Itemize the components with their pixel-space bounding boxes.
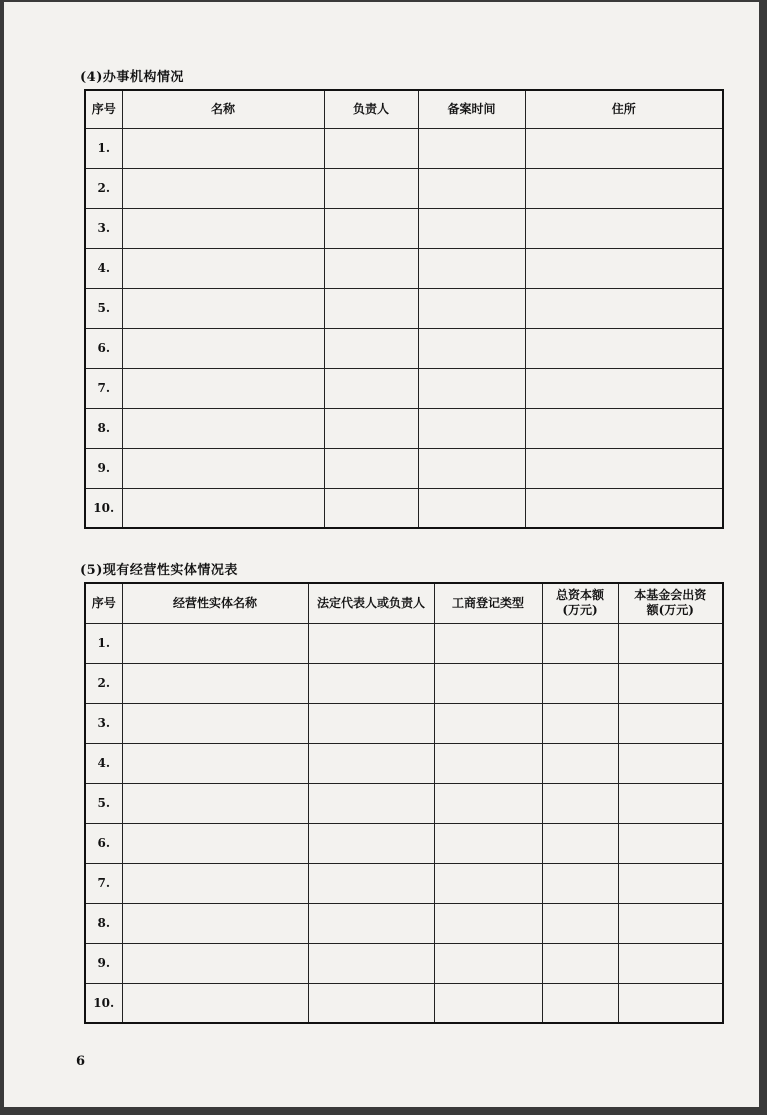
table-cell[interactable] xyxy=(324,328,418,368)
table-row xyxy=(85,328,723,368)
table-cell[interactable] xyxy=(618,743,723,783)
table-cell[interactable] xyxy=(324,168,418,208)
table-row xyxy=(85,488,723,528)
table-cell[interactable] xyxy=(434,983,542,1023)
table-cell[interactable] xyxy=(122,448,324,488)
section-5-title: (5)现有经营性实体情况表 xyxy=(80,563,238,578)
section-4-title: (4)办事机构情况 xyxy=(80,70,184,85)
table-row xyxy=(85,823,723,863)
table-cell[interactable] xyxy=(618,983,723,1023)
row-number: 8. xyxy=(85,408,122,448)
header-serial: 序号 xyxy=(85,583,122,623)
table-cell[interactable] xyxy=(434,703,542,743)
table-cell[interactable] xyxy=(324,488,418,528)
table-cell[interactable] xyxy=(308,663,434,703)
table-cell[interactable] xyxy=(122,983,308,1023)
table-cell[interactable] xyxy=(542,903,618,943)
table-cell[interactable] xyxy=(308,903,434,943)
table-cell[interactable] xyxy=(418,168,525,208)
table-row xyxy=(85,623,723,663)
table-cell[interactable] xyxy=(542,663,618,703)
table-cell[interactable] xyxy=(525,248,723,288)
table-cell[interactable] xyxy=(418,128,525,168)
row-number: 7. xyxy=(85,368,122,408)
table-cell[interactable] xyxy=(122,168,324,208)
table-cell[interactable] xyxy=(525,128,723,168)
header-person-in-charge: 负责人 xyxy=(324,90,418,128)
table-row xyxy=(85,743,723,783)
table-cell[interactable] xyxy=(525,328,723,368)
table-row xyxy=(85,288,723,328)
table-cell[interactable] xyxy=(324,408,418,448)
row-number: 6. xyxy=(85,328,122,368)
table-cell[interactable] xyxy=(308,743,434,783)
table-cell[interactable] xyxy=(122,368,324,408)
header-filing-date: 备案时间 xyxy=(418,90,525,128)
row-number: 5. xyxy=(85,288,122,328)
row-number: 3. xyxy=(85,208,122,248)
table-cell[interactable] xyxy=(122,208,324,248)
header-serial: 序号 xyxy=(85,90,122,128)
table-cell[interactable] xyxy=(418,208,525,248)
table-cell[interactable] xyxy=(122,743,308,783)
table-cell[interactable] xyxy=(418,488,525,528)
table-cell[interactable] xyxy=(324,128,418,168)
table-row xyxy=(85,903,723,943)
header-total-capital: 总资本额 (万元) xyxy=(542,583,618,623)
table-header-row xyxy=(85,90,723,128)
table-cell[interactable] xyxy=(122,783,308,823)
row-number: 4. xyxy=(85,743,122,783)
table-cell[interactable] xyxy=(122,288,324,328)
table-cell[interactable] xyxy=(122,128,324,168)
header-entity-name: 经营性实体名称 xyxy=(122,583,308,623)
header-name: 名称 xyxy=(122,90,324,128)
table-cell[interactable] xyxy=(434,783,542,823)
table-cell[interactable] xyxy=(618,623,723,663)
row-number: 2. xyxy=(85,663,122,703)
table-cell[interactable] xyxy=(618,863,723,903)
business-entity-table xyxy=(84,582,724,1024)
row-number: 7. xyxy=(85,863,122,903)
table-cell[interactable] xyxy=(542,703,618,743)
table-cell[interactable] xyxy=(122,248,324,288)
table-cell[interactable] xyxy=(324,288,418,328)
header-registration-type: 工商登记类型 xyxy=(434,583,542,623)
table-cell[interactable] xyxy=(434,663,542,703)
table-row xyxy=(85,983,723,1023)
header-address: 住所 xyxy=(525,90,723,128)
table-cell[interactable] xyxy=(418,448,525,488)
table-cell[interactable] xyxy=(122,823,308,863)
table-cell[interactable] xyxy=(542,943,618,983)
table-row xyxy=(85,783,723,823)
header-foundation-contribution: 本基金会出资 额(万元) xyxy=(618,583,723,623)
header-legal-representative: 法定代表人或负责人 xyxy=(308,583,434,623)
row-number: 1. xyxy=(85,623,122,663)
table-cell[interactable] xyxy=(122,488,324,528)
table-cell[interactable] xyxy=(434,943,542,983)
table-row xyxy=(85,863,723,903)
table-cell[interactable] xyxy=(324,208,418,248)
table-cell[interactable] xyxy=(324,368,418,408)
table-cell[interactable] xyxy=(542,823,618,863)
table-cell[interactable] xyxy=(324,248,418,288)
table-cell[interactable] xyxy=(122,863,308,903)
table-cell[interactable] xyxy=(418,408,525,448)
table-cell[interactable] xyxy=(618,823,723,863)
table-row xyxy=(85,168,723,208)
table-cell[interactable] xyxy=(434,823,542,863)
table-cell[interactable] xyxy=(324,448,418,488)
table-row xyxy=(85,663,723,703)
row-number: 4. xyxy=(85,248,122,288)
table-row xyxy=(85,943,723,983)
table-row xyxy=(85,128,723,168)
table-cell[interactable] xyxy=(434,863,542,903)
row-number: 10. xyxy=(85,488,122,528)
table-cell[interactable] xyxy=(308,823,434,863)
row-number: 3. xyxy=(85,703,122,743)
table-cell[interactable] xyxy=(618,783,723,823)
table-cell[interactable] xyxy=(542,863,618,903)
row-number: 2. xyxy=(85,168,122,208)
table-cell[interactable] xyxy=(542,783,618,823)
table-row xyxy=(85,448,723,488)
table-cell[interactable] xyxy=(525,408,723,448)
table-cell[interactable] xyxy=(542,623,618,663)
table-cell[interactable] xyxy=(418,368,525,408)
row-number: 8. xyxy=(85,903,122,943)
table-cell[interactable] xyxy=(308,863,434,903)
table-cell[interactable] xyxy=(308,623,434,663)
row-number: 10. xyxy=(85,983,122,1023)
office-table xyxy=(84,89,724,529)
document-page xyxy=(4,2,759,1107)
table-cell[interactable] xyxy=(308,983,434,1023)
table-cell[interactable] xyxy=(618,663,723,703)
table-row xyxy=(85,208,723,248)
table-cell[interactable] xyxy=(525,368,723,408)
table-cell[interactable] xyxy=(434,623,542,663)
table-cell[interactable] xyxy=(122,703,308,743)
page-number: 6 xyxy=(76,1054,86,1069)
table-cell[interactable] xyxy=(618,943,723,983)
table-cell[interactable] xyxy=(525,168,723,208)
table-cell[interactable] xyxy=(418,328,525,368)
table-cell[interactable] xyxy=(434,743,542,783)
table-row xyxy=(85,368,723,408)
table-row xyxy=(85,408,723,448)
table-header-row xyxy=(85,583,723,623)
table-cell[interactable] xyxy=(542,743,618,783)
table-cell[interactable] xyxy=(122,623,308,663)
table-cell[interactable] xyxy=(122,408,324,448)
table-cell[interactable] xyxy=(434,903,542,943)
table-cell[interactable] xyxy=(122,663,308,703)
table-row xyxy=(85,248,723,288)
table-cell[interactable] xyxy=(525,448,723,488)
table-cell[interactable] xyxy=(308,783,434,823)
table-cell[interactable] xyxy=(122,328,324,368)
table-cell[interactable] xyxy=(618,903,723,943)
table-cell[interactable] xyxy=(308,943,434,983)
row-number: 6. xyxy=(85,823,122,863)
row-number: 1. xyxy=(85,128,122,168)
table-row xyxy=(85,703,723,743)
table-cell[interactable] xyxy=(418,248,525,288)
table-cell[interactable] xyxy=(122,903,308,943)
table-cell[interactable] xyxy=(308,703,434,743)
table-cell[interactable] xyxy=(525,288,723,328)
table-cell[interactable] xyxy=(418,288,525,328)
table-cell[interactable] xyxy=(525,488,723,528)
table-cell[interactable] xyxy=(525,208,723,248)
table-cell[interactable] xyxy=(542,983,618,1023)
table-cell[interactable] xyxy=(618,703,723,743)
row-number: 9. xyxy=(85,943,122,983)
row-number: 9. xyxy=(85,448,122,488)
row-number: 5. xyxy=(85,783,122,823)
table-cell[interactable] xyxy=(122,943,308,983)
